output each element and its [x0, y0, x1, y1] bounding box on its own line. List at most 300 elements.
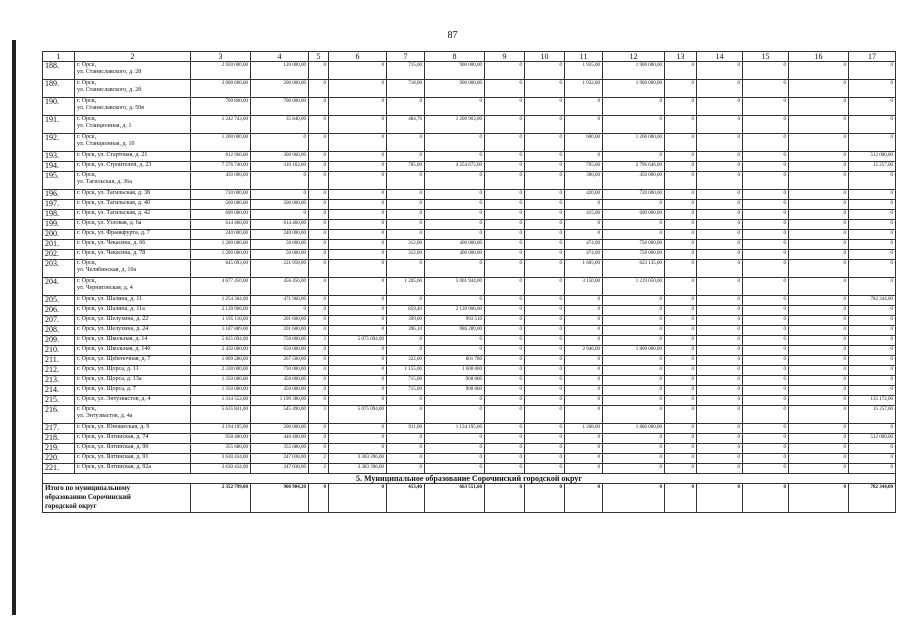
value-cell: 0 — [697, 116, 743, 134]
value-cell: 0 — [485, 172, 525, 190]
value-cell: 1 350 000,00 — [191, 386, 251, 396]
value-cell: 0 — [743, 296, 789, 306]
value-cell: 240 000,00 — [251, 230, 309, 240]
row-number: 188. — [43, 62, 75, 80]
address-cell — [75, 210, 191, 220]
value-cell: 0 — [565, 454, 603, 464]
value-cell: 0 — [697, 62, 743, 80]
address-cell — [75, 336, 191, 346]
value-cell: 484,70 — [387, 116, 425, 134]
value-cell: 0 — [665, 366, 697, 376]
value-cell: 0 — [697, 296, 743, 306]
value-cell: 0 — [743, 98, 789, 116]
value-cell: 0 — [743, 406, 789, 424]
address-cell — [75, 296, 191, 306]
value-cell: 0 — [665, 200, 697, 210]
value-cell: 4 254 675,00 — [425, 162, 485, 172]
value-cell: 0 — [485, 230, 525, 240]
address-cell — [75, 396, 191, 406]
value-cell: 0 — [387, 190, 425, 200]
row-number: 200. — [43, 230, 75, 240]
address-line: г. Орск, — [77, 134, 97, 140]
address-cell — [75, 326, 191, 336]
row-number: 219. — [43, 444, 75, 454]
value-cell: 0 — [743, 396, 789, 406]
value-cell: 3 630 434,00 — [191, 464, 251, 474]
value-cell: 0 — [603, 356, 665, 366]
value-cell: 0 — [525, 152, 565, 162]
value-cell: 0 — [697, 162, 743, 172]
value-cell: 545 490,00 — [251, 406, 309, 424]
table-row — [43, 316, 896, 326]
value-cell: 0 — [849, 210, 896, 220]
value-cell: 0 — [603, 396, 665, 406]
value-cell: 322,00 — [387, 356, 425, 366]
value-cell: 0 — [603, 306, 665, 316]
column-number: 1 — [43, 52, 75, 62]
value-cell: 3 — [309, 406, 329, 424]
value-cell: 0 — [329, 306, 387, 316]
address-line: ул. Станиславского, д. 2б — [77, 87, 142, 93]
value-cell: 0 — [309, 346, 329, 356]
value-cell: 446 400,00 — [251, 434, 309, 444]
value-cell: 420,00 — [565, 190, 603, 200]
value-cell: 0 — [849, 326, 896, 336]
address-cell — [75, 316, 191, 326]
value-cell: 750 000,00 — [603, 240, 665, 250]
value-cell: 0 — [665, 444, 697, 454]
table-row — [43, 376, 896, 386]
value-cell: 0 — [425, 396, 485, 406]
table-row — [43, 444, 896, 454]
value-cell: 750 000,00 — [251, 336, 309, 346]
value-cell: 0 — [309, 356, 329, 366]
row-number: 209. — [43, 336, 75, 346]
value-cell: 0 — [665, 346, 697, 356]
value-cell: 0 — [425, 464, 485, 474]
row-number: 211. — [43, 356, 75, 366]
value-cell: 0 — [329, 434, 387, 444]
value-cell: 0 — [665, 278, 697, 296]
table-row — [43, 386, 896, 396]
value-cell: 0 — [485, 326, 525, 336]
value-cell: 0 — [697, 98, 743, 116]
value-cell: 750 000,00 — [603, 250, 665, 260]
address-line: г. Орск, ул. Тагильская, д. 40 — [77, 200, 150, 206]
value-cell: 396,10 — [387, 326, 425, 336]
value-cell: 3 000 600,00 — [191, 80, 251, 98]
value-cell: 0 — [309, 306, 329, 316]
value-cell: 0 — [251, 306, 309, 316]
value-cell: 15 257,00 — [849, 406, 896, 424]
value-cell: 0 — [485, 366, 525, 376]
value-cell: 0 — [565, 116, 603, 134]
value-cell: 0 — [789, 250, 849, 260]
value-cell: 0 — [485, 200, 525, 210]
value-cell: 600,00 — [565, 134, 603, 152]
value-cell: 247 038,00 — [251, 464, 309, 474]
value-cell: 3 383 396,00 — [329, 454, 387, 464]
value-cell: 0 — [789, 80, 849, 98]
column-number: 7 — [387, 52, 425, 62]
value-cell: 0 — [565, 444, 603, 454]
value-cell: 0 — [565, 326, 603, 336]
value-cell: 0 — [329, 162, 387, 172]
value-cell: 1 932,00 — [565, 80, 603, 98]
value-cell: 801 780 — [425, 356, 485, 366]
value-cell: 0 — [425, 336, 485, 346]
value-cell: 0 — [603, 464, 665, 474]
address-cell — [75, 98, 191, 116]
value-cell: 986 289,00 — [425, 326, 485, 336]
value-cell: 300,00 — [565, 172, 603, 190]
value-cell: 0 — [743, 376, 789, 386]
address-line: г. Орск, ул. Стартовая, д. 21 — [77, 152, 148, 158]
row-number: 206. — [43, 306, 75, 316]
value-cell: 700 000,00 — [251, 98, 309, 116]
value-cell: 0 — [697, 190, 743, 200]
value-cell: 0 — [603, 200, 665, 210]
table-row — [43, 434, 896, 444]
value-cell: 0 — [665, 260, 697, 278]
value-cell: 0 — [525, 336, 565, 346]
value-cell: 0 — [329, 134, 387, 152]
address-cell — [75, 62, 191, 80]
value-cell: 267 500,00 — [251, 356, 309, 366]
value-cell: 5 825 094,00 — [191, 336, 251, 346]
address-line: г. Орск, ул. Энтузиастов, д. 4 — [77, 396, 151, 402]
value-cell: 0 — [425, 152, 485, 162]
value-cell: 0 — [789, 260, 849, 278]
value-cell: 720 000,00 — [603, 190, 665, 200]
value-cell: 0 — [789, 220, 849, 230]
row-number: 207. — [43, 316, 75, 326]
value-cell: 0 — [329, 98, 387, 116]
value-cell: 512 000,00 — [849, 152, 896, 162]
value-cell: 0 — [425, 346, 485, 356]
value-cell: 0 — [849, 336, 896, 346]
column-number: 5 — [309, 52, 329, 62]
value-cell: 0 — [425, 230, 485, 240]
address-line: ул. Черниговская, д. 4 — [77, 285, 133, 291]
value-cell: 0 — [309, 444, 329, 454]
value-cell: 0 — [603, 386, 665, 396]
value-cell: 0 — [425, 434, 485, 444]
value-cell: 0 — [743, 230, 789, 240]
value-cell: 0 — [329, 278, 387, 296]
value-cell: 700 800,00 — [191, 98, 251, 116]
value-cell: 0 — [565, 306, 603, 316]
table-row — [43, 260, 896, 278]
value-cell: 0 — [849, 316, 896, 326]
value-cell: 0 — [387, 346, 425, 356]
value-cell: 0 — [697, 356, 743, 366]
value-cell: 0 — [603, 336, 665, 346]
value-cell: 0 — [525, 316, 565, 326]
value-cell: 512 000,00 — [849, 434, 896, 444]
total-value-cell: 0 — [789, 484, 849, 513]
value-cell: 1 205,60 — [387, 278, 425, 296]
value-cell: 0 — [665, 240, 697, 250]
scan-edge-shadow — [12, 40, 16, 615]
value-cell: 0 — [789, 376, 849, 386]
value-cell: 0 — [329, 116, 387, 134]
value-cell: 0 — [329, 444, 387, 454]
value-cell: 0 — [665, 406, 697, 424]
value-cell: 120 000,00 — [251, 62, 309, 80]
value-cell: 1 069 280,00 — [191, 356, 251, 366]
value-cell: 0 — [697, 434, 743, 444]
value-cell: 0 — [525, 346, 565, 356]
address-line: г. Орск, ул. Щорса, д. 13а — [77, 376, 142, 382]
column-number: 16 — [789, 52, 849, 62]
address-line: г. Орск, — [77, 260, 97, 266]
value-cell: 0 — [789, 98, 849, 116]
value-cell: 0 — [665, 376, 697, 386]
value-cell: 0 — [309, 316, 329, 326]
value-cell: 0 — [485, 260, 525, 278]
value-cell: 0 — [485, 346, 525, 356]
value-cell: 0 — [485, 296, 525, 306]
value-cell: 0 — [849, 190, 896, 200]
table-row — [43, 346, 896, 356]
value-cell: 0 — [485, 278, 525, 296]
value-cell: 1 195 110,00 — [191, 316, 251, 326]
value-cell: 0 — [525, 326, 565, 336]
value-cell: 399,00 — [387, 316, 425, 326]
value-cell: 690 000,00 — [603, 210, 665, 220]
value-cell: 0 — [789, 230, 849, 240]
row-number: 198. — [43, 210, 75, 220]
value-cell: 0 — [665, 306, 697, 316]
value-cell: 0 — [485, 250, 525, 260]
value-cell: 900 000,00 — [425, 80, 485, 98]
value-cell: 0 — [485, 424, 525, 434]
value-cell: 0 — [485, 220, 525, 230]
value-cell: 0 — [525, 396, 565, 406]
value-cell: 715,00 — [387, 386, 425, 396]
value-cell: 0 — [665, 230, 697, 240]
row-number: 201. — [43, 240, 75, 250]
value-cell: 0 — [697, 80, 743, 98]
value-cell: 1 242 743,00 — [191, 116, 251, 134]
value-cell: 0 — [329, 240, 387, 250]
value-cell: 1 800 000,00 — [603, 346, 665, 356]
value-cell: 0 — [849, 230, 896, 240]
value-cell: 0 — [525, 62, 565, 80]
value-cell: 0 — [603, 406, 665, 424]
value-cell: 0 — [849, 346, 896, 356]
total-value-cell: 2 352 799,80 — [191, 484, 251, 513]
column-number: 11 — [565, 52, 603, 62]
row-number: 189. — [43, 80, 75, 98]
value-cell: 0 — [743, 210, 789, 220]
value-cell: 0 — [603, 326, 665, 336]
table-row — [43, 336, 896, 346]
value-cell: 0 — [309, 62, 329, 80]
total-value-cell: 413,40 — [387, 484, 425, 513]
row-number: 220. — [43, 454, 75, 464]
row-number: 204. — [43, 278, 75, 296]
value-cell: 0 — [309, 116, 329, 134]
value-cell: 0 — [525, 260, 565, 278]
value-cell: 0 — [743, 80, 789, 98]
row-number: 192. — [43, 134, 75, 152]
value-cell: 0 — [565, 336, 603, 346]
value-cell: 0 — [849, 356, 896, 366]
address-line: г. Орск, ул. Шалина, д. 11а — [77, 306, 145, 312]
value-cell: 0 — [789, 134, 849, 152]
value-cell: 0 — [485, 306, 525, 316]
value-cell: 50 000,00 — [251, 250, 309, 260]
value-cell: 1 200 000,00 — [603, 134, 665, 152]
address-cell — [75, 366, 191, 376]
value-cell: 0 — [603, 366, 665, 376]
value-cell: 0 — [387, 396, 425, 406]
value-cell: 0 — [665, 80, 697, 98]
column-number: 4 — [251, 52, 309, 62]
table-row — [43, 424, 896, 434]
value-cell: 0 — [849, 454, 896, 464]
value-cell: 0 — [743, 220, 789, 230]
address-cell — [75, 240, 191, 250]
value-cell: 0 — [387, 336, 425, 346]
value-cell: 312,00 — [387, 240, 425, 250]
value-cell: 0 — [697, 346, 743, 356]
address-cell — [75, 386, 191, 396]
value-cell: 0 — [789, 366, 849, 376]
total-value-cell: 0 — [565, 484, 603, 513]
value-cell: 450 000,00 — [603, 172, 665, 190]
value-cell: 240 000,00 — [191, 230, 251, 240]
table-row — [43, 240, 896, 250]
value-cell: 7 576 740,00 — [191, 162, 251, 172]
value-cell: 2 — [309, 454, 329, 464]
value-cell: 0 — [485, 190, 525, 200]
value-cell: 0 — [565, 464, 603, 474]
value-cell: 0 — [565, 356, 603, 366]
value-cell: 0 — [485, 98, 525, 116]
value-cell: 0 — [789, 396, 849, 406]
value-cell: 4 677 450,00 — [191, 278, 251, 296]
value-cell: 0 — [485, 454, 525, 464]
address-line: ул. Станционная, д. 10 — [77, 141, 135, 147]
address-line: г. Орск, — [77, 80, 97, 86]
value-cell: 0 — [329, 296, 387, 306]
value-cell: 0 — [743, 152, 789, 162]
value-cell: 0 — [789, 326, 849, 336]
value-cell: 0 — [665, 326, 697, 336]
table-row — [43, 116, 896, 134]
row-number: 193. — [43, 152, 75, 162]
value-cell: 0 — [697, 444, 743, 454]
value-cell: 0 — [525, 116, 565, 134]
address-line: ул. Станиславского, д. 28 — [77, 69, 142, 75]
value-cell: 50 000,00 — [251, 240, 309, 250]
value-cell: 0 — [743, 116, 789, 134]
value-cell: 0 — [485, 376, 525, 386]
address-line: ул. Энтузиастов, д. 4а — [77, 413, 133, 419]
address-line: г. Орск, ул. Щорса, д. 7 — [77, 386, 136, 392]
value-cell: 355 680,00 — [191, 444, 251, 454]
value-cell: 0 — [329, 172, 387, 190]
value-cell: 135 172,00 — [849, 396, 896, 406]
address-cell — [75, 190, 191, 200]
value-cell: 0 — [525, 134, 565, 152]
value-cell: 400 000,00 — [425, 250, 485, 260]
value-cell: 5 075 094,00 — [329, 336, 387, 346]
total-value-cell: 0 — [329, 484, 387, 513]
value-cell: 0 — [387, 220, 425, 230]
value-cell: 650 000,00 — [251, 346, 309, 356]
value-cell: 2 139 906,00 — [425, 306, 485, 316]
address-cell — [75, 116, 191, 134]
address-cell — [75, 278, 191, 296]
total-value-cell: 0 — [309, 484, 329, 513]
value-cell: 0 — [485, 80, 525, 98]
value-cell: 0 — [485, 406, 525, 424]
address-cell — [75, 200, 191, 210]
value-cell: 0 — [565, 376, 603, 386]
address-cell — [75, 356, 191, 366]
total-value-cell: 663 551,60 — [425, 484, 485, 513]
row-number: 202. — [43, 250, 75, 260]
value-cell: 993 510 — [425, 316, 485, 326]
value-cell: 0 — [789, 190, 849, 200]
value-cell: 0 — [665, 116, 697, 134]
value-cell: 0 — [665, 220, 697, 230]
value-cell: 0 — [665, 396, 697, 406]
housing-repair-table — [42, 51, 896, 513]
value-cell: 0 — [525, 210, 565, 220]
value-cell: 2 330 000,00 — [191, 366, 251, 376]
value-cell: 0 — [665, 98, 697, 116]
address-line: г. Орск, — [77, 62, 97, 68]
value-cell: 0 — [697, 406, 743, 424]
value-cell: 0 — [387, 200, 425, 210]
value-cell: 0 — [849, 134, 896, 152]
value-cell: 0 — [743, 200, 789, 210]
address-cell — [75, 444, 191, 454]
value-cell: 614 460,00 — [251, 220, 309, 230]
value-cell: 0 — [485, 116, 525, 134]
table-row — [43, 406, 896, 424]
value-cell: 1 605,00 — [565, 260, 603, 278]
column-number: 2 — [75, 52, 191, 62]
table-row — [43, 200, 896, 210]
value-cell: 0 — [309, 260, 329, 278]
value-cell: 2 450 000,00 — [191, 346, 251, 356]
value-cell: 35 840,00 — [251, 116, 309, 134]
value-cell: 0 — [329, 250, 387, 260]
value-cell: 0 — [525, 296, 565, 306]
total-value-cell: 782 344,00 — [849, 484, 896, 513]
column-number: 3 — [191, 52, 251, 62]
value-cell: 0 — [309, 134, 329, 152]
value-cell: 450 000,00 — [191, 172, 251, 190]
value-cell: 0 — [789, 116, 849, 134]
value-cell: 0 — [251, 134, 309, 152]
value-cell: 0 — [743, 444, 789, 454]
row-number: 190. — [43, 98, 75, 116]
value-cell: 0 — [565, 230, 603, 240]
value-cell: 0 — [665, 296, 697, 306]
value-cell: 0 — [309, 386, 329, 396]
column-number: 14 — [697, 52, 743, 62]
value-cell: 0 — [743, 434, 789, 444]
total-label — [43, 484, 191, 513]
value-cell: 0 — [251, 210, 309, 220]
